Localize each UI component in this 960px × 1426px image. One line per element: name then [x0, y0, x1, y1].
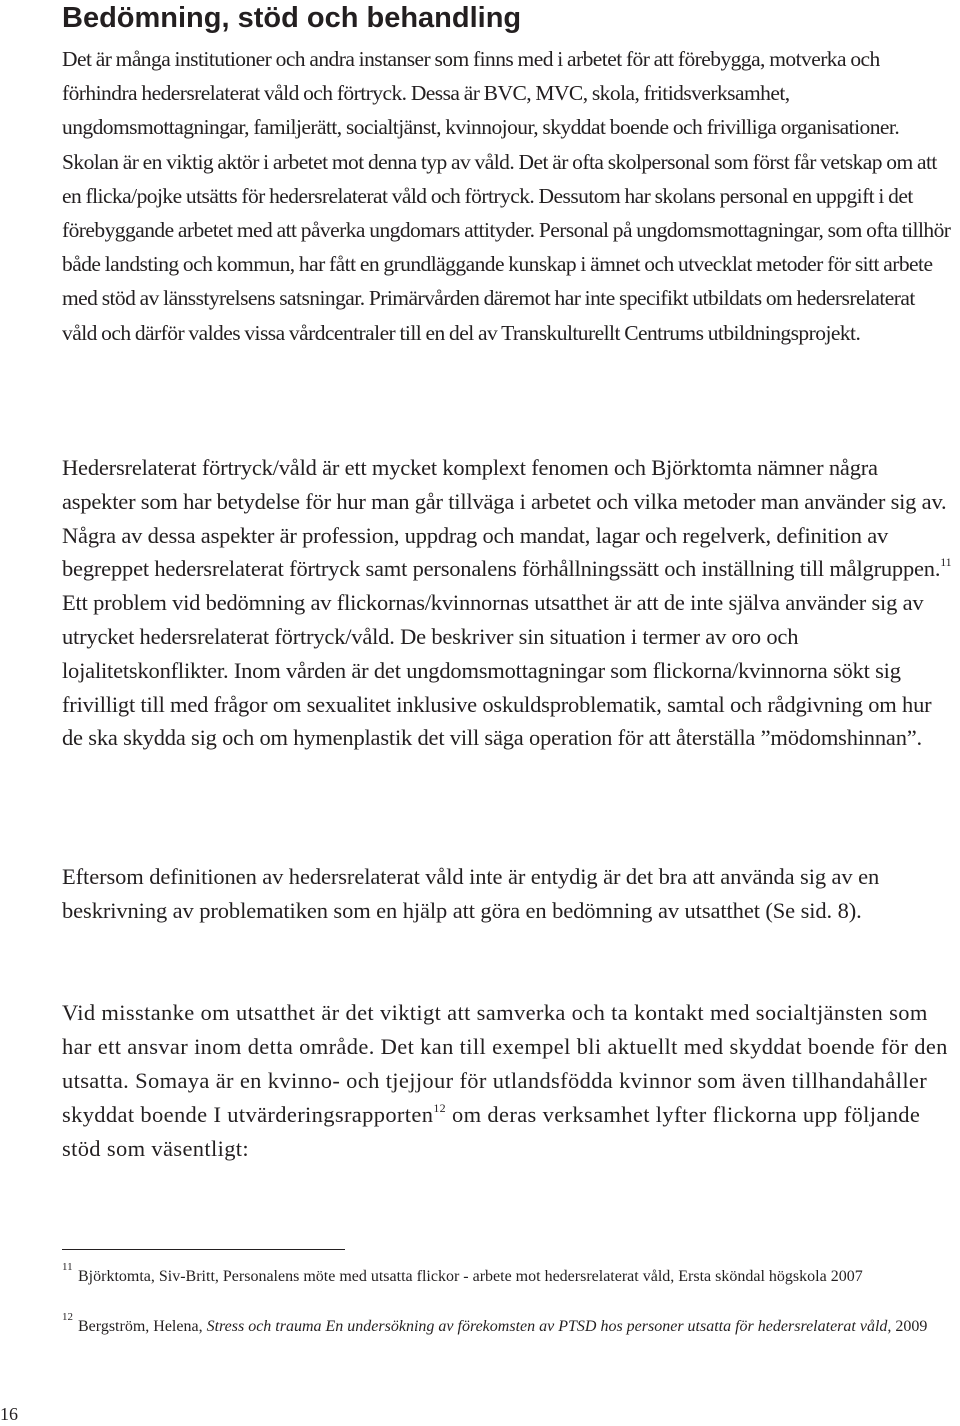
page-number: 16	[0, 1404, 18, 1424]
footnote-divider	[62, 1249, 345, 1250]
paragraph-complexity	[62, 451, 952, 755]
section-heading: Bedömning, stöd och behandling	[62, 2, 522, 34]
paragraph-suspicion-text: Vid misstanke om utsatthet är det viktigt att samverka och ta kontakt med socialtjänsten som har ett ansvar inom detta område. Det kan till exempel bli aktuellt med skyddat boende för den utsatta. Somaya är en kvinno- och tjejjour för utlandsfödda kvinnor som även tillhandahåller skyddat boende I utvärderingsrapporten	[62, 1000, 948, 1127]
paragraph-complexity-text: Hedersrelaterat förtryck/våld är ett mycket komplext fenomen och Björktomta nämner några aspekter som har betydelse för hur man går tillväga i arbetet och vilka metoder man använder sig av. Några av dessa aspekter är profession, uppdrag och mandat, lagar och regelverk, definition av begreppet hedersrelaterat förtryck samt personalens förhållningssätt och inställning till målgruppen.	[62, 455, 947, 582]
footnote-11	[62, 1261, 952, 1290]
footnote-title: Stress och trauma En undersökning av förekomsten av PTSD hos personer utsatta för hedersrelaterat våld,	[206, 1318, 892, 1335]
footnote-ref-11[interactable]: 11	[940, 555, 952, 570]
footnote-number: 12	[62, 1311, 73, 1323]
footnote-author: Bergström, Helena,	[78, 1318, 207, 1335]
footnote-ref-12[interactable]: 12	[433, 1101, 447, 1115]
paragraph-suspicion	[62, 996, 952, 1166]
footnote-year: 2009	[891, 1318, 928, 1335]
footnote-text: Björktomta, Siv-Britt, Personalens möte med utsatta flickor - arbete mot hedersrelaterat våld, Ersta sköndal högskola 2007	[78, 1268, 863, 1285]
footnote-text	[62, 1315, 952, 1340]
paragraph-assessment-text: Ett problem vid bedömning av flickornas/kvinnornas utsatthet är att de inte själva använder sig av utrycket hedersrelaterat förtryck/våld. De beskriver sin situation i termer av oro och lojalitetskonflikter. Inom vården är det ungdomsmottagningar som flickorna/kvinnorna sökt sig frivilligt till med frågor om sexualitet inklusive oskuldsproblematik, samtal och rådgivning om hur de ska skydda sig och om hymenplastik det vill säga operation för att återställa ”mödomshinnan”.	[62, 590, 932, 751]
footnote-12	[62, 1311, 952, 1340]
paragraph-definition: Eftersom definitionen av hedersrelaterat våld inte är entydig är det bra att använda sig av en beskrivning av problematiken som en hjälp att göra en bedömning av utsatthet (Se sid. 8).	[62, 864, 880, 923]
paragraph-suspicion-text-end: om deras verksamhet lyfter flickorna upp följande stöd som väsentligt:	[62, 1102, 921, 1161]
paragraph-institutions: Det är många institutioner och andra instanser som finns med i arbetet för att förebygga, motverka och förhindra hedersrelaterat våld och förtryck. Dessa är BVC, MVC, skola, fritidsverksamhet, ungdomsmottagningar, familjerätt, socialtjänst, kvinnojour, skyddat boende och frivilliga organisationer. Skolan är en viktig aktör i arbetet mot denna typ av våld. Det är ofta skolpersonal som först får vetskap om att en flicka/pojke utsätts för hedersrelaterat våld och förtryck. Dessutom har skolans personal en uppgift i det förebyggande arbetet med att påverka ungdomars attityder. Personal på ungdomsmottagningar, som ofta tillhör både landsting och kommun, har fått en grundläggande kunskap i ämnet och utvecklat metoder för sitt arbete med stöd av länsstyrelsens satsningar. Primärvården däremot har inte specifikt utbildats om hedersrelaterat våld och därför valdes vissa vårdcentraler till en del av Transkulturellt Centrums utbildningsprojekt.	[62, 47, 951, 345]
footnote-number: 11	[62, 1261, 73, 1273]
